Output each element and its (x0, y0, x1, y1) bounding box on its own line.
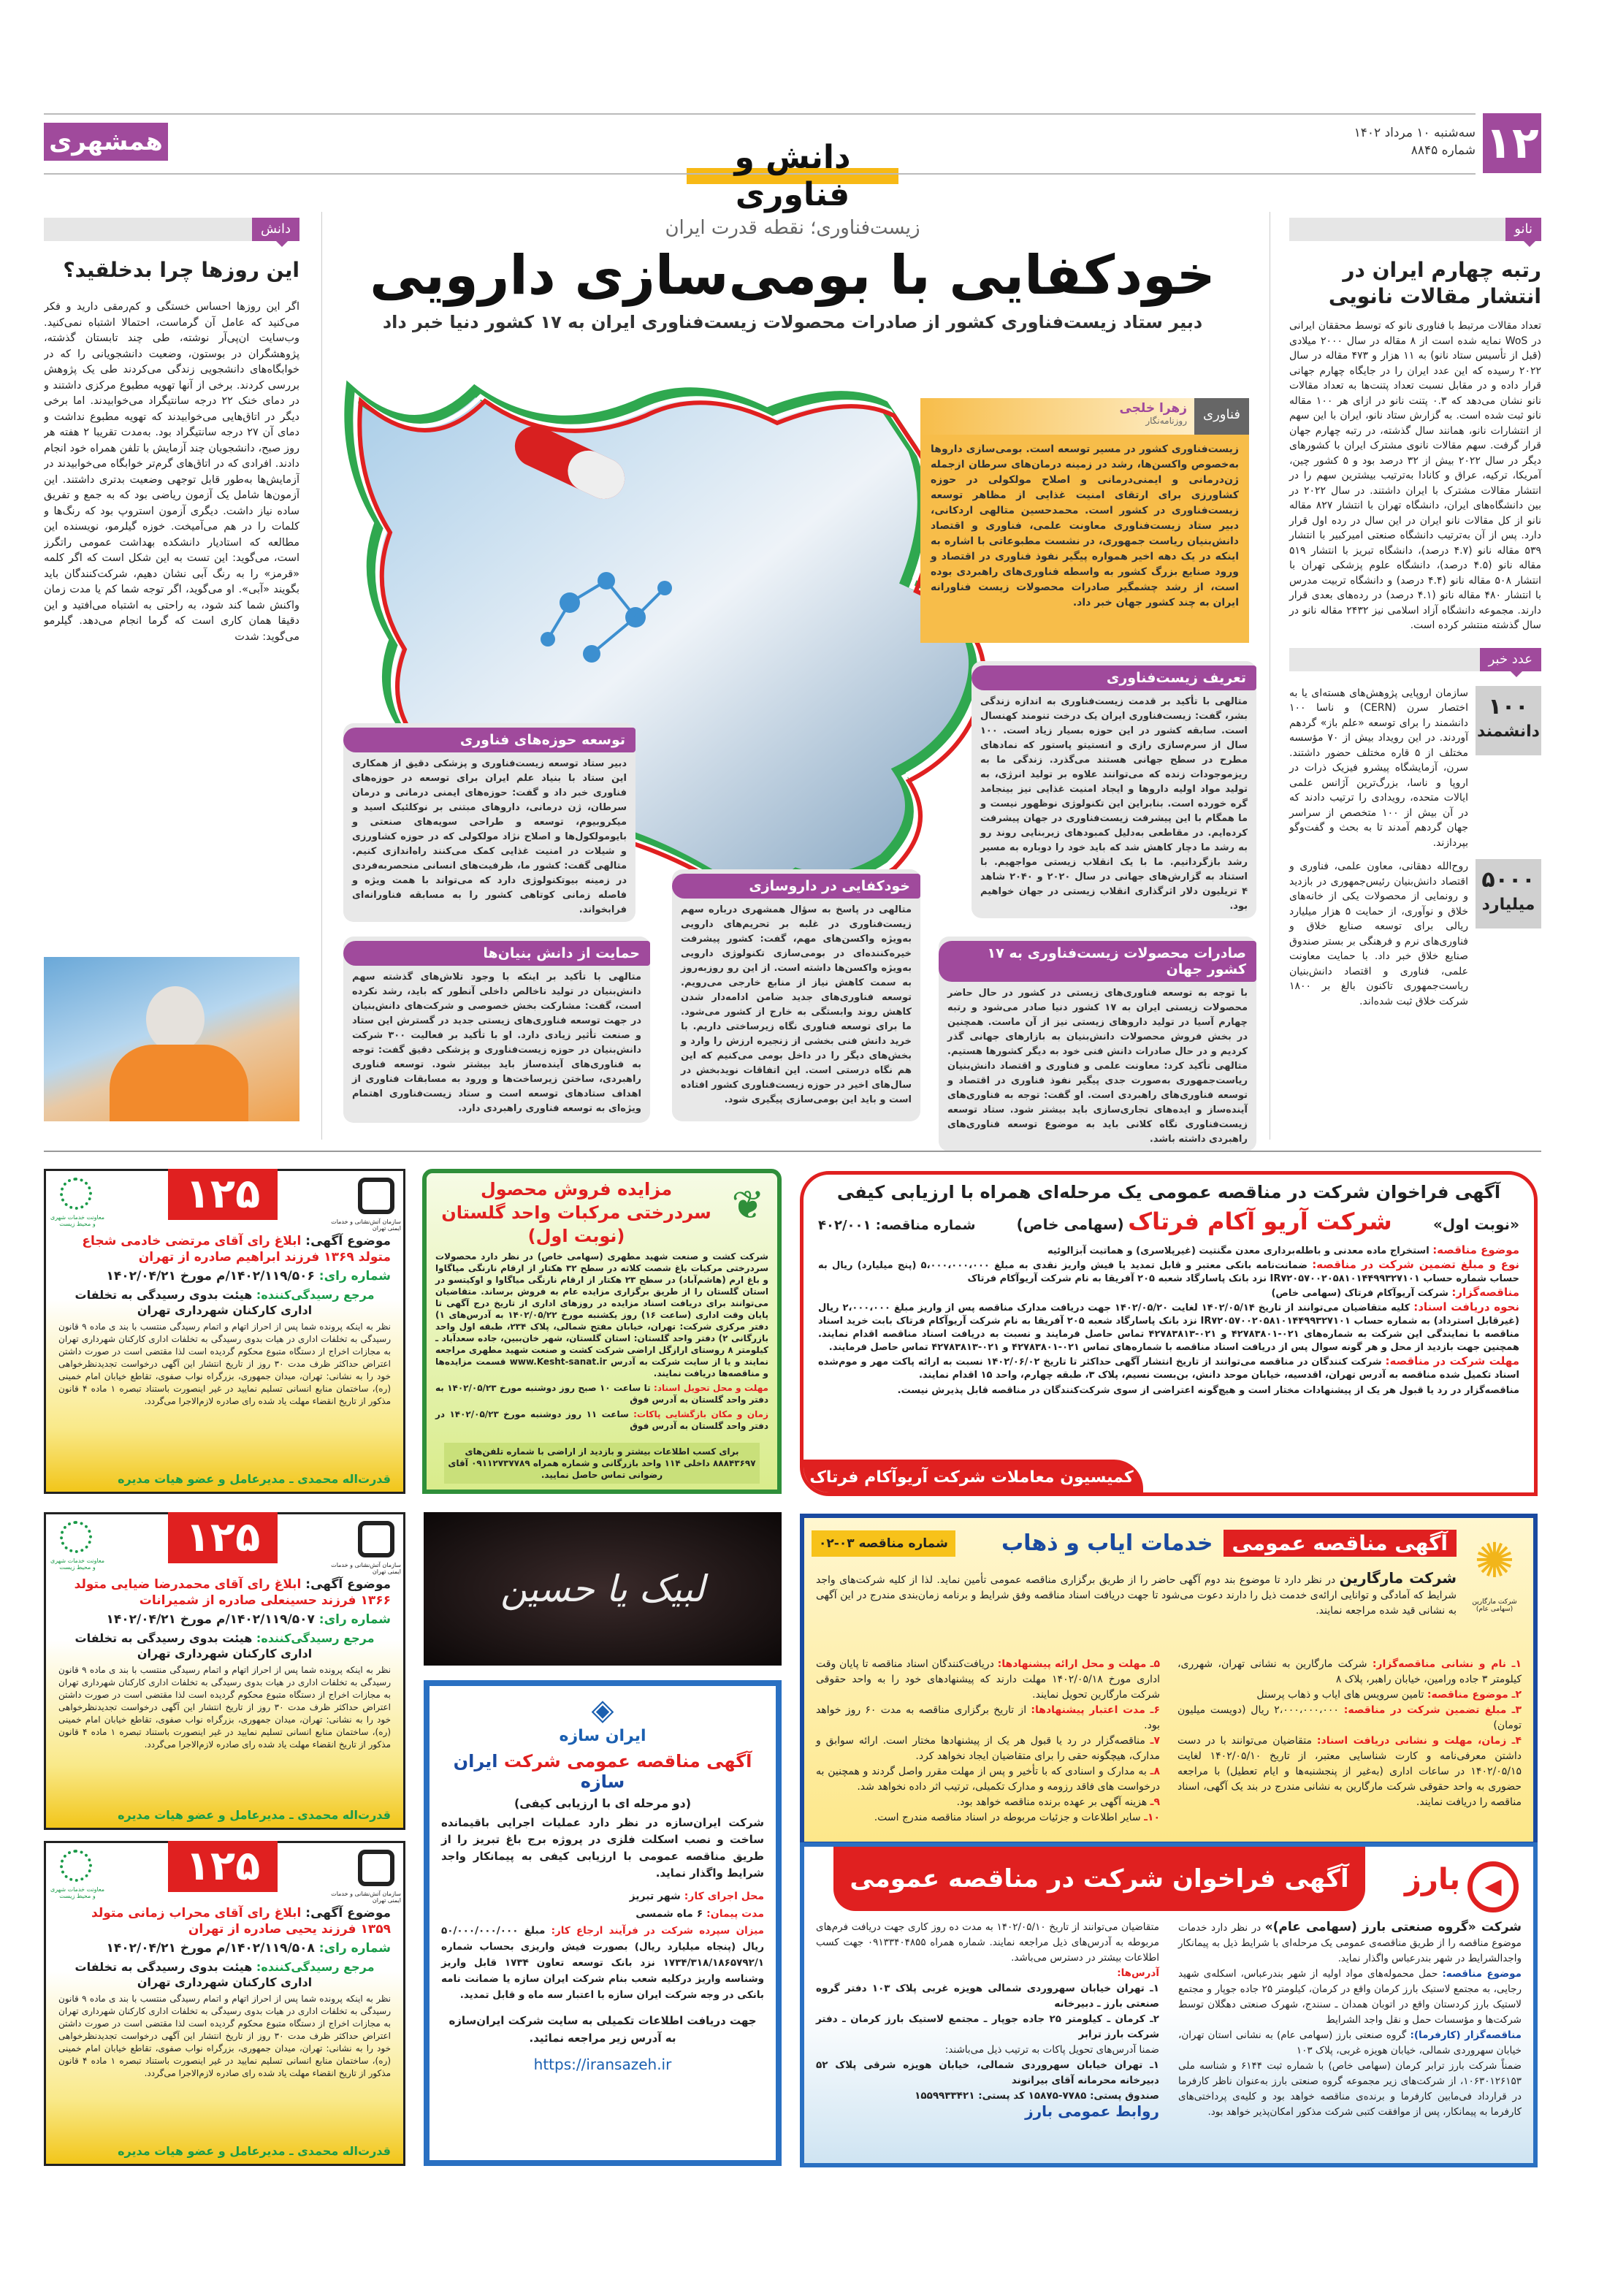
municipality-logo-icon (60, 1178, 92, 1210)
leaf-logo-icon: ❦ (731, 1182, 765, 1228)
section-box (343, 723, 635, 922)
page-number: ۱۲ (1483, 113, 1541, 173)
number-item (1289, 859, 1541, 1009)
number-text: سازمان اروپایی پژوهش‌های هسته‌ای یا به اختصار سرن (CERN) و ناسا ۱۰۰ دانشمند را برای توسعه «علم باز» گردهم آوردند. در این رویداد بیش از ۷۰ مؤسسه مختلف از ۵ قاره مختلف حضور داشتند. سرن، آزمایشگاه پیشرو فیزیک ذرات در اروپا و ناسا، بزرگ‌ترین آژانس علمی ایالات متحده، رویدادی را ترتیب دادند که در آن بیش از ۱۰۰ متخصص از سراسر جهان گردهم آمدند تا به بحث و گفت‌وگو بپردازند. (1289, 687, 1468, 849)
company-name: شرکت آریو آکام فرتاک (1128, 1208, 1392, 1235)
fire-notice-ad (44, 1841, 405, 2166)
tender-item (1177, 1734, 1522, 1810)
opening-label: زمان و مکان بازگشایی پاکات: (633, 1409, 768, 1419)
section-heading: تعریف زیست‌فناوری (972, 665, 1256, 690)
item-text: تامین سرویس های ایاب و ذهاب پرسنل (1256, 1689, 1424, 1701)
tender-item (1177, 1657, 1522, 1687)
subject-label: موضوع مناقصه: (1442, 1968, 1522, 1980)
addresses-label: آدرس‌ها: (1117, 1967, 1159, 1979)
lead-box (920, 398, 1249, 643)
fire-department-logo-icon (358, 1178, 394, 1214)
person-body-icon (110, 1045, 248, 1121)
municipality-org-name: معاونت خدمات شهری و محیط زیست (50, 1214, 105, 1227)
employer-text: گروه صنعتی بارز (سهامی عام) به نشانی استان تهران، خیابان سهروردی شمالی، خیابان هویزه غربی، پلاک ۱۰۳ (1178, 2029, 1522, 2056)
opening-text: ساعت ۱۱ روز دوشنبه مورخ ۱۴۰۲/۰۵/۲۳ در دفتر واحد گلستان به آدرس فوق (435, 1409, 768, 1431)
reference-body: هیئت بدوی رسیدگی به تخلفات اداری کارکنان شهرداری تهران (75, 1288, 313, 1317)
ruling-number: ۱۴۰۲/۱۱۹/۵۰۷/م مورخ ۱۴۰۲/۰۴/۲۱ (106, 1612, 315, 1627)
fire-department-logo-icon (358, 1521, 394, 1557)
ad-body: شرکت کشت و صنعت شهید مطهری (سهامی خاص) در نظر دارد محصولات سردرختی مرکبات باغ شصت کلاته در سطح ۳۲ هکتار از ارقام نارنگی میاگاوا و باغ ارم (هاشم‌آباد) در سطح ۲۳ هکتار از ارقام نارنگی میاگاوا و اوکیتسو در استان گلستان را از طریق برگزاری مزایده عام به فروش برساند. متقاضیان می‌توانند برای دریافت اسناد مزایده در روزهای اداری از تاریخ درج آگهی تا پایان وقت اداری (ساعت ۱۶) روز یکشنبه مورخ ۱۴۰۲/۰۵/۲۲ به آدرس‌های ۱) دفتر مرکزی شرکت: تهران، خیابان مفتح شمالی، پلاک ۲۳۴، طبقه اول واحد بازرگانی ۲) دفتر واحد گلستان: استان گلستان، شهر خان‌ببین، جاده سعدآباد ـ کیلومتر ۸ روستای ارازگل اراضی شرکت کشت و صنعت شهید مطهری مراجعه نمایند و یا از سایت شرکت به آدرس www.Kesht-sanat.ir قسمت مزایده‌ها و مناقصه‌ها دریافت نمایند. (435, 1251, 769, 1378)
round-label: «نوبت اول» (1432, 1216, 1519, 1233)
tender-number: شماره مناقصه: ۴۰۲/۰۰۱ (818, 1218, 976, 1233)
item-label: ۷ـ (1150, 1735, 1160, 1747)
company-type: (سهامی خاص) (1016, 1216, 1124, 1233)
deposit-value: مبلغ ۵۰/۰۰۰/۰۰۰/۰۰۰ ریال (پنجاه میلیارد ریال) بصورت فیش واریزی بحساب شماره ۱۷۳۴/۳۱۸/۱۸۶۵۷۹۲/۱ نزد بانک توسعه تعاون ۱۷۳۴ قابل واریز وشناسه واریز درکلیه شعب بنام شرکت ایران سازه یا ضمانت نامه بانکی در وجه شرکت ایران سازه با اعتبار سه ماه و قابل تمدید. (441, 1925, 765, 2001)
item-text: شرکت کنندگان در مناقصه می‌توانند از تاریخ انتشار آگهی حداکثر تا تاریخ ۱۴۰۲/۰۶/۰۲ نسبت به ارائه پاکت مهر و موم‌شده اسناد تکمیل شده مناقصه به آدرس تهران، اقدسیه، خیابان موحد دانش، بن‌بست نسیم، پلاک ۳، طبقه چهارم، واحد ۱۵ اقدام نمایند. (818, 1357, 1519, 1381)
ad-intro: در نظر دارد خدمات موضوع مناقصه را از طریق مناقصه‌ی عمومی یک مرحله‌ای با شرایط ذیل به پیمانکار واجدالشرایط در شهر بندرعباس واگذار نماید. (1178, 1922, 1522, 1964)
more-info: جهت دریافت اطلاعات تکمیلی به سایت شرکت ایران‌سازه به آدرس زیر مراجعه نمائید. (448, 2014, 757, 2045)
iransazeh-logo-icon: ◈ (591, 1693, 614, 1727)
tender-item (818, 1300, 1519, 1354)
location-label: محل اجرای کار: (684, 1891, 764, 1902)
company-name: شرکت «گروه صنعتی بارز (سهامی عام)» (1264, 1920, 1522, 1934)
item-text: متقاضیان می‌توانند با در دست داشتن معرفی‌نامه و کارت شناسایی معتبر، از تاریخ ۱۴۰۲/۰۵/۱۰ لغایت ۱۴۰۲/۰۵/۱۵ در ساعات اداری (به‌غیر از پنجشنبه‌ها و ایام تعطیل) با مراجعه حضوری به واحد حقوقی شرکت مارگارین به نشانی مندرج در بند یک آگهی، اسناد مناقصه را دریافت نمایند. (1177, 1735, 1522, 1808)
iransazeh-tender-ad (424, 1680, 782, 2166)
tender-number: شماره مناقصه ۰۳-۰۲ (812, 1530, 955, 1557)
postal-info: صندوق پستی: ۷۷۸۵-۱۵۸۷۵ کد پستی: ۱۵۵۹۹۳۳۴۲۱ (915, 2090, 1159, 2102)
science-tag: دانش (252, 218, 299, 241)
lead-text: زیست‌فناوری کشور در مسیر توسعه است. بومی‌سازی داروها به‌خصوص واکسن‌ها، رشد در زمینه درمان‌های سرطان ازجمله ژن‌درمانی و ایمنی‌درمانی و اصلاح مولکولی در حوزه کشاورزی برای ارتقای امنیت غذایی از مظاهر توسعه زیست‌فناوری در کشور است. محمدحسین متالهی اردکانی، دبیر ستاد زیست‌فناوری معاونت علمی، فناوری و اقتصاد دانش‌بنیان ریاست جمهوری، در نشست مطبوعاتی با اشاره به اینکه در یک دهه اخیر همواره پیگیر نفوذ فناوری در اقتصاد و ورود صنایع بزرگ کشور به واسطه فناوری‌های راهبردی بوده است، از رشد چشمگیر صادرات محصولات زیست فناورانه ایران به چند کشور جهان خبر داد. (931, 443, 1239, 609)
ad-intro: شرکت ایران‌سازه در نظر دارد عملیات اجرایی باقیمانده ساخت و نصب اسکلت فلزی در پروژه برج باغ تبریز را از طریق مناقصه عمومی با ارزیابی کیفی به پیمانکار واجد شرایط واگذار نماید. (441, 1816, 764, 1880)
ad-intro: در نظر دارد تا موضوع بند دوم آگهی حاضر را از طریق برگزاری مناقصه عمومی تأمین نماید. لذا از کلیه شرکت‌های واجد شرایط که آمادگی و توانایی ارائه‌ی خدمت ذیل را دارند دعوت می‌شود تا جهت دریافت اسناد مناقصه وفق شرایط و برنامه زمان‌بندی مندرج در این آگهی به نشانی قید شده مراجعه نمایند. (816, 1574, 1457, 1617)
municipality-org-name: معاونت خدمات شهری و محیط زیست (50, 1886, 105, 1899)
fire-department-logo-icon (358, 1850, 394, 1886)
main-header (321, 216, 1264, 334)
ad-title: آگهی مناقصه عمومی (1224, 1530, 1457, 1557)
number-unit: میلیارد (1481, 896, 1535, 914)
barez-logo-icon: ◀ (1467, 1861, 1519, 1912)
author-role: روزنامه‌نگار (1145, 416, 1187, 426)
nano-tag: نانو (1505, 218, 1541, 241)
ad-subtitle: (دو مرحله ای با ارزیابی کیفی) (514, 1796, 692, 1810)
ruling-number: ۱۴۰۲/۱۱۹/۵۰۸/م مورخ ۱۴۰۲/۰۴/۲۱ (106, 1941, 315, 1956)
date-text: سه‌شنبه ۱۰ مرداد ۱۴۰۲ (1354, 126, 1476, 140)
calligraphy-logo: لبیک یا حسین (500, 1568, 705, 1610)
item-text: از تاریخ برگزاری مناقصه به مدت ۶۰ روز خواهد بود. (816, 1704, 1160, 1731)
section-heading: صادرات محصولات زیست‌فناوری به ۱۷ کشور جهان (939, 941, 1256, 982)
author-byline (920, 398, 1249, 435)
item-label: مناقصه‌گزار: (1451, 1286, 1519, 1299)
main-kicker: زیست‌فناوری؛ نقطه قدرت ایران (665, 217, 920, 239)
ad-title: آگهی فراخوان شرکت در مناقصه عمومی (833, 1847, 1365, 1911)
tender-items (816, 1657, 1522, 1826)
ruling-label: شماره رای: (318, 1269, 391, 1284)
fartak-tender-ad (800, 1171, 1538, 1496)
badge-125: ۱۲۵ (168, 1512, 278, 1563)
item-label: ۵ـ مهلت و محل ارائه پیشنهادها: (997, 1658, 1161, 1670)
science-tag-bar (44, 218, 299, 241)
newspaper-logo[interactable]: همشهری (44, 123, 168, 161)
article-photo (44, 957, 299, 1121)
item-text: به مدارک و اسنادی که با تأخیر و پس از مهلت مقرر واصل گردند و همچنین به درخواست های فاقد رزومه و مدارک تکمیلی، ترتیب اثر داده نخواهد شد. (816, 1766, 1160, 1793)
ad-footer: کمیسیون معاملات شرکت آریوآکام فرتاک (800, 1460, 1143, 1496)
item-text: مناقصه‌گزار در رد یا قبول هر یک از پیشنهادها مختار است. ارائه سوابق و مدارک، هیچگونه حقی را برای متقاضیان ایجاد نخواهد کرد. (816, 1735, 1160, 1762)
item-label: ۱۰ـ (1144, 1812, 1160, 1823)
section-text: دبیر ستاد توسعه زیست‌فناوری و پزشکی دقیق از همکاری این ستاد با بنیاد علم ایران برای توسعه در حوزه‌های فناوری خبر داد و گفت: حوزه‌های ایمنی درمانی و درمان سرطان، ژن درمانی، داروهای مبتنی بر نوکلئیک اسید و میکروبیوم، توسعه و طراحی سویه‌های صنعتی و بایومولکول‌ها و اصلاح نژاد مولکولی که در حوزه کشاورزی و شیلات در امنیت غذایی کمک می‌کنند راه‌اندازی کنیم. متالهی گفت: کشور ما، ظرفیت‌های انسانی منحصربه‌فردی در زمینه بیوتکنولوژی دارد که می‌تواند با همت ویژه و فاصله زمانی کوتاهی کشور را به مسابقه فناورانه‌ای فرابخواند. (352, 758, 627, 915)
nano-tag-bar (1289, 218, 1541, 241)
fire-org-name: سازمان آتش‌نشانی و خدمات ایمنی تهران (331, 1891, 401, 1904)
item-label: نوع و مبلغ تضمین شرکت در مناقصه: (1312, 1258, 1519, 1271)
reference-label: مرجع رسیدگی‌کننده: (256, 1288, 375, 1302)
margarin-tender-ad (800, 1514, 1538, 1846)
section-title (687, 139, 898, 213)
section-heading: خودکفایی در داروسازی (672, 874, 920, 899)
margarin-logo-icon: ✺ (1474, 1533, 1515, 1589)
item-text: شرکت مارگارین به نشانی تهران، شهرری، کیلومتر ۳ جاده ورامین، خیابان راهبر، پلاک ۸ (1177, 1658, 1522, 1685)
section-title-text: دانش و فناوری (734, 139, 851, 213)
golestan-auction-ad (422, 1169, 782, 1494)
section-box (939, 937, 1256, 1151)
item-text: ضمانت‌نامه بانکی معتبر و قابل تمدید یا فیش واریز نقدی به مبلغ ۵،۰۰۰،۰۰۰،۰۰۰ (پنج میلیارد) ریال به حساب شماره حساب IR۷۲۰۵۷۰۰۲۰۵۸۱۰۱۴۴۹۹۳۲۷۱۰۱ نزد بانک پاسارگاد شعبه ۲۰۵ آفریقا به نام شرکت آریوآکام فرتاک (818, 1260, 1519, 1284)
subject-label: موضوع آگهی: (305, 1906, 391, 1921)
duration-value: ۶ ماه شمسی (635, 1908, 703, 1920)
section-box (672, 869, 920, 1121)
reference-body: هیئت بدوی رسیدگی به تخلفات اداری کارکنان شهرداری تهران (75, 1631, 313, 1660)
tender-item (816, 1657, 1160, 1703)
item-text: هزینه آگهی بر عهده برنده مناقصه خواهد بود. (956, 1796, 1148, 1808)
ad-title-company: ایران سازه (453, 1751, 625, 1792)
main-subtitle: دبیر ستاد زیست‌فناوری کشور از صادرات محصولات زیست‌فناوری ایران به ۱۷ کشور دنیا خبر داد (382, 312, 1203, 332)
tender-item (816, 1703, 1160, 1734)
municipality-org-name: معاونت خدمات شهری و محیط زیست (50, 1557, 105, 1571)
item-label: ۴ـ زمان، مهلت و نشانی دریافت اسناد: (1316, 1735, 1522, 1747)
notice-signature: قدرت‌اله محمدی ـ مدیرعامل و عضو هیات مدیره (118, 1472, 391, 1486)
author-name: زهرا خلجی (1119, 401, 1187, 416)
nano-article-body: تعداد مقالات مرتبط با فناوری نانو که توسط محققان ایرانی در WoS نمایه شده است از ۸ مقاله در سال ۲۰۰۰ میلادی (قبل از تأسیس ستاد نانو) به ۱۱ هزار و ۴۷۳ مقاله در سال ۲۰۲۲ رسیده که این عدد ایران را در جایگاه چهارم جهانی قرار داده و در مقابل نسبت تعداد پتنت‌ها به تعداد مقالات نانو نشان می‌دهد که ۰.۳ پتنت نانو در ازای هر ۱۰۰ مقاله نانو ثبت شده است. به گزارش ستاد نانو، ایران با این سهم از انتشارات نانو، همانند سال گذشته، در رتبه چهارم جهان قرار گرفت. سهم مقالات نانوی مشترک ایران با کشورهای دیگر در سال ۲۰۲۲ بیش از ۳۲ درصد بود و ۵ کشور چین، آمریکا، ترکیه، عراق و کانادا به‌ترتیب بیشترین سهم را در انتشار مقالات مشترک با ایران داشتند. در سال ۲۰۲۲ در بین دانشگاه‌های ایران، دانشگاه تهران با انتشار ۸۲۷ مقاله نانو از کل مقالات نانو ایران در این سال در رده اول قرار دارد. پس از آن به‌ترتیب دانشگاه صنعتی امیرکبیر با انتشار ۵۳۹ مقاله نانو (۴.۷ درصد)، دانشگاه تبریز با انتشار ۵۱۹ مقاله نانو (۴.۵ درصد)، دانشگاه علوم پزشکی تهران با انتشار ۵۰۸ مقاله نانو (۴.۴ درصد) و دانشگاه تربیت مدرس با انتشار ۴۸۰ مقاله نانو (۴.۱ درصد) در رده‌های بعدی قرار دارند. مجموعه دانشگاه آزاد اسلامی نیز ۲۴۳۲ مقاله نانو در سال گذشته منتشر کرده است. (1289, 320, 1542, 631)
notice-signature: قدرت‌اله محمدی ـ مدیرعامل و عضو هیات مدیره (118, 1808, 391, 1822)
item-text: ۲،۰۰۰،۰۰۰،۰۰۰ ریال (دویست میلیون تومان) (1177, 1704, 1522, 1731)
section-text: متالهی در پاسخ به سؤال همشهری درباره سهم زیست‌فناوری در غلبه بر تحریم‌های دارویی به‌ویژه واکسن‌های مهم، گفت: کشور پیشرفت خیره‌کننده‌ای در بومی‌سازی تکنولوژی دارویی به‌ویژه واکسن‌ها داشته است. از این رو روزبه‌روز به سمت کاهش نیاز از منابع خارجی می‌رویم. توسعه فناوری‌های جدید ضامن ادامه‌دار شدن کاهش روند وابستگی به خارج از کشور می‌شود. ما برای توسعه فناوری نگاه زیرساختی داریم. با خرید دانش فنی بخشی از زنجیره ارزش را وارد و بخش‌های دیگر را در داخل بومی می‌کنیم که این هم نگاه درستی است. این اتفاقات نویدبخش در سال‌های اخیر در حوزه زیست‌فناوری کشور افتاده است و باید این بومی‌سازی پیگیری شود. (681, 904, 912, 1105)
ruling-number: ۱۴۰۲/۱۱۹/۵۰۶/م مورخ ۱۴۰۲/۰۴/۲۱ (106, 1269, 315, 1284)
section-text: متالهی با تأکید بر اینکه با وجود تلاش‌های گذشته سهم دانش‌بنیان در تولید ناخالص داخلی آنطور که باید، رشد نکرده است، گفت: مشارکت بخش خصوصی و شرکت‌های دانش‌بنیان در جهت توسعه فناوری‌های زیستی جدید در گسترش این ستاد و صنعت تأثیر زیادی دارد. او با تأکید بر فعالیت ۳۰۰ شرکت دانش‌بنیان در حوزه زیست‌فناوری و پزشکی دقیق گفت: توجه به فناوری‌های آینده‌ساز باید بیشتر شود. توسعه فناوری راهبردی، ساختن زیرساخت‌ها و ورود به مسابقات فناوری از اهداف ستادهای توسعه است و ستاد زیست‌فناوری اهتمام ویژه‌ای به توسعه فناوری راهبردی دارد. (352, 972, 641, 1114)
deposit-label: میزان سپرده شرکت در فرآیند ارجاع کار: (551, 1925, 764, 1937)
number-badge (1476, 859, 1541, 928)
barez-tender-ad (800, 1842, 1538, 2167)
tender-items (818, 1243, 1519, 1382)
notice-body: نظر به اینکه پرونده شما پس از احراز اتهام و اتمام رسیدگی منتسب با بند ی ماده ۹ قانون رسیدگی به تخلفات اداری در هیات بدوی رسیدگی به تخلفات اداری کارکنان شهرداری تهران به مجازات اخراج از دستگاه متبوع محکوم گردیده است لذا مقتضی است در صورت داشتن اعتراض حداکثر ظرف مدت ۳۰ روز از تاریخ انتشار این آگهی درخواست تجدیدنظرخواهی خود را به نشانی: تهران، میدان جمهوری، بزرگراه نواب صفوی، تقاطع خیابان امام خمینی (ره)، ساختمان منابع انسانی تسلیم نمایید در غیر اینصورت باستناد تبصره ۱ ماده ۴ قانون مذکور از تاریخ انقضاء مهلت یاد شده رای صادره لازم‌الاجرا می‌گردد. (58, 1321, 391, 1406)
tender-item (818, 1243, 1519, 1258)
ruling-label: شماره رای: (318, 1612, 391, 1627)
issue-number: شماره ۸۸۴۵ (1411, 143, 1476, 158)
address-1: ۱ـ تهران خیابان سهروردی شمالی هویزه غربی پلاک ۱۰۳ دفتر گروه صنعتی بارز ـ دبیرخانه (816, 1983, 1159, 2010)
duration-label: مدت پیمان: (706, 1908, 764, 1920)
ad-footer: روابط عمومی بارز (1025, 2102, 1159, 2120)
company-name: شرکت مارگارین (1339, 1569, 1457, 1587)
item-label: ۹ـ (1150, 1796, 1160, 1808)
number-text: روح‌الله دهقانی، معاون علمی، فناوری و اقتصاد دانش‌بنیان رئیس‌جمهوری در بازدید و رونمایی از محصولات یکی از خانه‌های خلاق و نوآوری، از حمایت ۵ هزار میلیارد ریالی برای توسعه صنایع خلاق و فناوری‌های نرم و فرهنگی بر بستر صندوق صنایع خلاق خبر داد. با حمایت معاونت علمی، فناوری و اقتصاد دانش‌بنیان ریاست‌جمهوری تاکنون بالغ بر ۱۸۰۰ شرکت خلاق ثبت شده‌اند. (1289, 861, 1468, 1007)
municipality-logo-icon (60, 1521, 92, 1553)
employer-label: مناقصه‌گزار (کارفرما): (1410, 2029, 1522, 2041)
item-label: نحوه دریافت اسناد: (1413, 1300, 1520, 1313)
logo-caption: شرکت مارگارین (سهامی عام) (1472, 1598, 1517, 1613)
iransazeh-logo-text: ایران سازه (559, 1727, 646, 1745)
number-value: ۱۰۰ (1488, 693, 1529, 720)
tender-item (816, 1810, 1160, 1826)
tender-item (818, 1286, 1519, 1300)
delivery-address: ۱ـ تهران خیابان سهروردی شمالی، خیابان هویزه شرقی پلاک ۵۲ دبیرخانه محرمانه آقای بیرانوند (816, 2059, 1159, 2086)
section-heading: توسعه حوزه‌های فناوری (343, 728, 635, 752)
number-badge (1476, 686, 1541, 755)
barez-logo-text: بارز (1404, 1863, 1460, 1896)
subject-label: موضوع آگهی: (305, 1234, 391, 1248)
section-box (343, 937, 650, 1123)
fire-notice-ad (44, 1512, 405, 1830)
ad-title: مزایده فروش محصول سردرختی مرکبات واحد گلستان (نوبت اول) (441, 1179, 711, 1246)
notice-body: نظر به اینکه پرونده شما پس از احراز اتهام و اتمام رسیدگی منتسب با بند ی ماده ۹ قانون رسیدگی به تخلفات اداری در هیات بدوی رسیدگی به تخلفات اداری کارکنان شهرداری تهران به مجازات اخراج از دستگاه متبوع محکوم گردیده است لذا مقتضی است در صورت داشتن اعتراض حداکثر ظرف مدت ۳۰ روز از تاریخ انتشار این آگهی درخواست تجدیدنظرخواهی خود را به نشانی: تهران، میدان جمهوری، بزرگراه نواب صفوی، تقاطع خیابان امام خمینی (ره)، ساختمان منابع انسانی تسلیم نمایید در غیر اینصورت باستناد تبصره ۱ ماده ۴ قانون مذکور از تاریخ انقضاء مهلت یاد شده رای صادره لازم‌الاجرا می‌گردد. (58, 1994, 391, 2078)
item-label: ۲ـ موضوع مناقصه: (1427, 1689, 1522, 1701)
badge-125: ۱۲۵ (168, 1841, 278, 1892)
item-label: ۸ـ (1150, 1766, 1160, 1777)
location-value: شهر تبریز (629, 1891, 681, 1902)
number-unit: دانشمند (1477, 722, 1540, 741)
tender-item (1177, 1703, 1522, 1734)
science-article-body: اگر این روزها احساس خستگی و کم‌رمقی دارید و فکر می‌کنید که عامل آن گرماست، احتمالا اشتباه نمی‌کنید. وب‌سایت ان‌پی‌آر نوشته، طی چند تابستان گذشته، پژوهشگران در بوستون، وضعیت دانشجویانی را که در خوابگاه‌های دانشجویی زندگی می‌کردند طی یک پژوهش بررسی کردند. برخی از آنها تهویه مطبوع مرکزی داشتند و در دمای خنک ۲۲ درجه سانتیگراد می‌خوابیدند. اما برخی دیگر در اتاق‌هایی می‌خوابیدند که تهویه مطبوع نداشت و دمای آن ۲۷ درجه سانتیگراد بود. به‌مدت تقریبا ۲ هفته هر روز صبح، دانشجویان چند آزمایش با تلفن همراه خود انجام دادند. افرادی که در اتاق‌های گرم‌تر خوابگاه می‌خوابیدند در آزمایش‌ها به‌طور قابل توجهی وضعیت بدتری داشتند. این آزمون‌ها شامل یک آزمون ریاضی بود که به جمع و تفریق ساده نیاز داشت. دیگری آزمون استروپ بود که رنگ‌ها و کلمات را در هم می‌آمیخت. خوزه گیلرمو، نویسنده این مطالعه که استادیار دانشکده بهداشت عمومی راتگرز است، می‌گوید: این تست به این شکل است که اگر کلمه «قرمز» را به رنگ آبی نشان دهیم، شرکت‌کنندگان باید بگویند «آبی». او می‌گوید، اگر توجه شما کم یا مدت زمان واکنش شما کند شود، به راحتی به اشتباه می‌افتید و این دقیقا همان کاری است که گرما انجام می‌دهد. گیلرمو می‌گوید: شدت (44, 301, 299, 643)
muharram-banner (424, 1512, 782, 1666)
item-label: ۶ـ مدت اعتبار پیشنهادها: (1031, 1704, 1160, 1716)
badge-125: ۱۲۵ (168, 1169, 278, 1220)
delivery-label: ضمنا آدرس‌های تحویل پاکات به ترتیب ذیل می‌باشند: (944, 2044, 1159, 2056)
tender-item (816, 1795, 1160, 1810)
issue-date (1351, 124, 1476, 159)
tender-item (818, 1354, 1519, 1382)
ad-title: آگهی فراخوان شرکت در مناقصه عمومی یک مرحله‌ای همراه با ارزیابی کیفی (836, 1182, 1501, 1202)
item-label: موضوع مناقصه: (1432, 1243, 1519, 1256)
subject-text: ابلاغ رای آقای محراب زمانی متولد ۱۳۵۹ فرزند یحیی صادره از تهران (91, 1906, 391, 1937)
reference-body: هیئت بدوی رسیدگی به تخلفات اداری کارکنان شهرداری تهران (75, 1960, 313, 1989)
address-2: ۲ـ کرمان ـ کیلومتر ۲۵ جاده جوپار ـ مجتمع لاستیک بارز کرمان ـ دفتر شرکت بارز ترابر (816, 2013, 1159, 2040)
fire-org-name: سازمان آتش‌نشانی و خدمات ایمنی تهران (331, 1218, 401, 1232)
section-text: با توجه به توسعه فناوری‌های زیستی در کشور در حال حاضر محصولات زیستی ایران به ۱۷ کشور دنیا صادر می‌شود و رتبه چهارم آسیا در تولید داروهای زیستی نیز از آن ماست. همچنین در بخش فروش محصولات دانش‌بنیان به بازارهای جهانی گذر کردیم و در حال صادرات دانش فنی خود به دیگر کشورها هستیم. متالهی تأکید کرد: معاونت علمی و فناوری و اقتصاد دانش‌بنیان ریاست‌جمهوری به‌صورت جدی پیگیر نفوذ فناوری در اقتصاد و توسعه فناوری‌های راهبردی است. او گفت: توجه به فناوری‌های آینده‌ساز و ایده‌های تجاری‌سازی باید بیشتر شود. ستاد توسعه زیست‌فناوری نگاه کلانی باید به موضوع توسعه فناوری‌های راهبردی داشته باشد. (947, 988, 1248, 1145)
website-link[interactable]: https://iransazeh.ir (533, 2056, 672, 2073)
item-text: شرکت آریوآکام فرتاک (سهامی خاص) (1271, 1288, 1448, 1299)
subject-label: موضوع آگهی: (305, 1577, 391, 1592)
fire-notice-ad (44, 1169, 405, 1494)
reference-label: مرجع رسیدگی‌کننده: (256, 1960, 375, 1974)
ad-title-service: خدمات ایاب و ذهاب (1001, 1530, 1213, 1556)
item-text: کلیه متقاضیان می‌توانند از تاریخ ۱۴۰۲/۰۵/۱۴ لغایت ۱۴۰۲/۰۵/۲۰ جهت دریافت مدارک مناقصه پس از واریز مبلغ ۲،۰۰۰،۰۰۰ ریال (غیرقابل استرداد) به شماره حساب IR۷۲۰۵۷۰۰۲۰۵۸۱۰۱۴۴۹۹۳۲۷۱۰۱ نزد بانک پاسارگاد شعبه ۲۰۵ آفریقا به نام شرکت آریوآکام فرتاک بابت خرید اسناد مناقصه با نمایندگی این شرکت به شماره‌های ۰۲۱-۴۲۷۸۳۸۰۱ و ۰۲۱-۴۲۷۸۳۸۱۳ تماس حاصل فرمایند و نسبت به دریافت اسناد مناقصه اقدام نمایند. همچنین جهت بازدید از محل و هر گونه سوال پس از دریافت اسناد مناقصه با شماره‌های تماس ۰۲۱-۴۲۷۸۳۸۰۱ و ۰۲۱-۴۲۷۸۳۸۱۳ تماس حاصل فرمایند. (818, 1303, 1519, 1353)
section-heading: حمایت از دانش بنیان‌ها (343, 941, 650, 966)
number-value: ۵۰۰۰ (1481, 867, 1535, 893)
subject-text: ابلاغ رای آقای محمدرضا ضیایی متولد ۱۳۶۶ فرزند حسینعلی صادره از شمیرانات (74, 1577, 391, 1608)
category-label: فناوری (1194, 398, 1249, 435)
fire-org-name: سازمان آتش‌نشانی و خدمات ایمنی تهران (331, 1562, 401, 1575)
notice-body: نظر به اینکه پرونده شما پس از احراز اتهام و اتمام رسیدگی منتسب با بند ی ماده ۹ قانون رسیدگی به تخلفات اداری در هیات بدوی رسیدگی به تخلفات اداری کارکنان شهرداری تهران به مجازات اخراج از دستگاه متبوع محکوم گردیده است لذا مقتضی است در صورت داشتن اعتراض حداکثر ظرف مدت ۳۰ روز از تاریخ انتشار این آگهی درخواست تجدیدنظرخواهی خود را به نشانی: تهران، میدان جمهوری، بزرگراه نواب صفوی، تقاطع خیابان امام خمینی (ره)، ساختمان منابع انسانی تسلیم نمایید در غیر اینصورت باستناد تبصره ۱ ماده ۴ قانون مذکور از تاریخ انقضاء مهلت یاد شده رای صادره لازم‌الاجرا می‌گردد. (58, 1665, 391, 1750)
item-label: ۳ـ مبلغ تضمین شرکت در مناقصه: (1343, 1704, 1522, 1716)
item-label: ۱ـ نام و نشانی مناقصه‌گزار: (1372, 1658, 1522, 1670)
item-text: سایر اطلاعات و جزئیات مربوطه در اسناد مناقصه مندرج است. (874, 1812, 1141, 1823)
tender-item (818, 1258, 1519, 1286)
nano-article-title[interactable]: رتبه چهارم ایران در انتشار مقالات نانویی (1328, 258, 1541, 308)
tender-note: مناقصه‌گزار در رد یا قبول هر یک از پیشنهادات مختار است و هیچ‌گونه اعتراضی از سوی شرکت‌کنندگان در مناقصه قابل پذیرش نیست. (897, 1385, 1519, 1396)
dates-text: متقاضیان می‌توانند از تاریخ ۱۴۰۲/۰۵/۱۰ به مدت ده روز کاری جهت دریافت فرم‌های مربوطه به آدرس‌های ذیل مراجعه نمایند. شماره همراه ۰۹۱۳۳۴۰۴۸۵۵ جهت کسب اطلاعات بیشتر در دسترس می‌باشد. (816, 1921, 1159, 1964)
right-column (1289, 218, 1541, 1009)
ad-title: آگهی مناقصه عمومی شرکت (503, 1751, 752, 1771)
numbers-tag: عدد خبر (1480, 648, 1541, 671)
number-item (1289, 686, 1541, 851)
item-label: مهلت شرکت در مناقصه: (1385, 1354, 1519, 1368)
item-text: استخراج ماده معدنی و باطله‌برداری معدن مگنتیت (غیرپلاسری) و هماتیت آبزالوئیه (1047, 1246, 1429, 1256)
tender-item (816, 1734, 1160, 1764)
section-text: متالهی با تأکید بر قدمت زیست‌فناوری به اندازه زندگی بشر، گفت: زیست‌فناوری ایران یک درخت تنومند کهنسال است. سابقه کشور در این حوزه بسیار زیاد است. ۱۰۰ سال از سرم‌سازی رازی و انستیتو پاستور که نمادهای مطرح در سطح جهانی هستند می‌گذرد. زندگی ما به ریزموجودات زنده که می‌توانند علاوه بر تولید انرژی، به تولید مواد اولیه داروها و ایجاد امنیت غذایی نیز بینجامد گره خورده است. بنابراین این تکنولوژی نوظهور نیست و ما همگام با این پیشرفت زیست‌فناوری در جهان پیشرفت کرده‌ایم. در مقاطعی به‌دلیل کمبودهای زیربنایی روند رو به رشد ما دچار کاهش شد که باید خود را دوباره به مسیر رشد بازگردانیم. ما با یک انقلاب زیستی مواجهیم. با استناد به گزارش‌های جهانی در سال ۲۰۲۰ و ۲۰۴۰ شاهد ۴ تریلیون دلار اثرگذاری انقلاب زیستی در جهان خواهیم بود. (980, 696, 1248, 912)
numbers-tag-bar (1289, 648, 1541, 671)
person-head-icon (146, 986, 205, 1052)
subject-text: ابلاغ رای آقای مرتضی خادمی شجاع متولد ۱۳۶۹ فرزند ابراهیم صادره از تهران (82, 1234, 391, 1265)
subject-text: حمل محموله‌های مواد اولیه از شهر بندرعباس، اسکله‌ی شهید رجایی، به مجتمع لاستیک بارز کرمان واقع در کرمان، کیلومتر ۲۵ جاده جوپار و مجتمع لاستیک بارز کردستان واقع در اتوبان همدان ـ سنندج، شهرک صنعتی دهگلان توسط شرکت‌ها و مؤسسات حمل و نقل واجد الشرایط (1178, 1968, 1522, 2026)
supervisor-note: ضمناً شرکت بارز ترابر کرمان (سهامی خاص) با شماره ثبت ۶۱۴۴ و شناسه ملی ۱۰۶۳۰۱۲۶۱۵۳، از شرکت‌های زیر مجموعه گروه صنعتی بارز به‌عنوان ناظر کارفرما در قرارداد فی‌مابین کارفرما و برنده‌ی مناقصه خواهد بود و کلیه‌ی پرداختی‌های کارفرما به پیمانکار، پس از موافقت کتبی شرکت مذکور امکان‌پذیر خواهد بود. (1178, 2060, 1522, 2118)
item-text: دریافت‌کنندگان اسناد مناقصه تا پایان وقت اداری مورخ ۱۴۰۲/۰۵/۱۸ مهلت دارند که پیشنهادهای خود را به واحد حقوقی شرکت مارگارین تحویل نمایند. (816, 1658, 1160, 1701)
section-box (972, 661, 1256, 918)
tender-item (816, 1764, 1160, 1795)
ruling-label: شماره رای: (318, 1941, 391, 1956)
notice-signature: قدرت‌اله محمدی ـ مدیرعامل و عضو هیات مدیره (118, 2144, 391, 2158)
deadline-label: مهلت و محل تحویل اسناد: (654, 1383, 768, 1393)
deadline-text: تا ساعت ۱۰ صبح روز دوشنبه مورخ ۱۴۰۲/۰۵/۲۳ به دفتر واحد گلستان به آدرس فوق (435, 1383, 768, 1405)
reference-label: مرجع رسیدگی‌کننده: (256, 1631, 375, 1645)
science-article-title[interactable]: این روزها چرا بدخلقید؟ (63, 258, 299, 282)
contact-info: برای کسب اطلاعات بیشتر و بازدید از اراضی با شماره تلفن‌های ۸۸۸۴۳۶۹۷ داخلی ۱۱۴ واحد بازرگانی و شماره همراه ۰۹۱۱۲۷۳۷۷۸۹ آقای رضوانی تماس حاصل نمایید. (444, 1443, 760, 1484)
municipality-logo-icon (60, 1850, 92, 1882)
main-headline[interactable]: خودکفایی با بومی‌سازی دارویی (370, 244, 1215, 307)
tender-item (1177, 1687, 1522, 1703)
